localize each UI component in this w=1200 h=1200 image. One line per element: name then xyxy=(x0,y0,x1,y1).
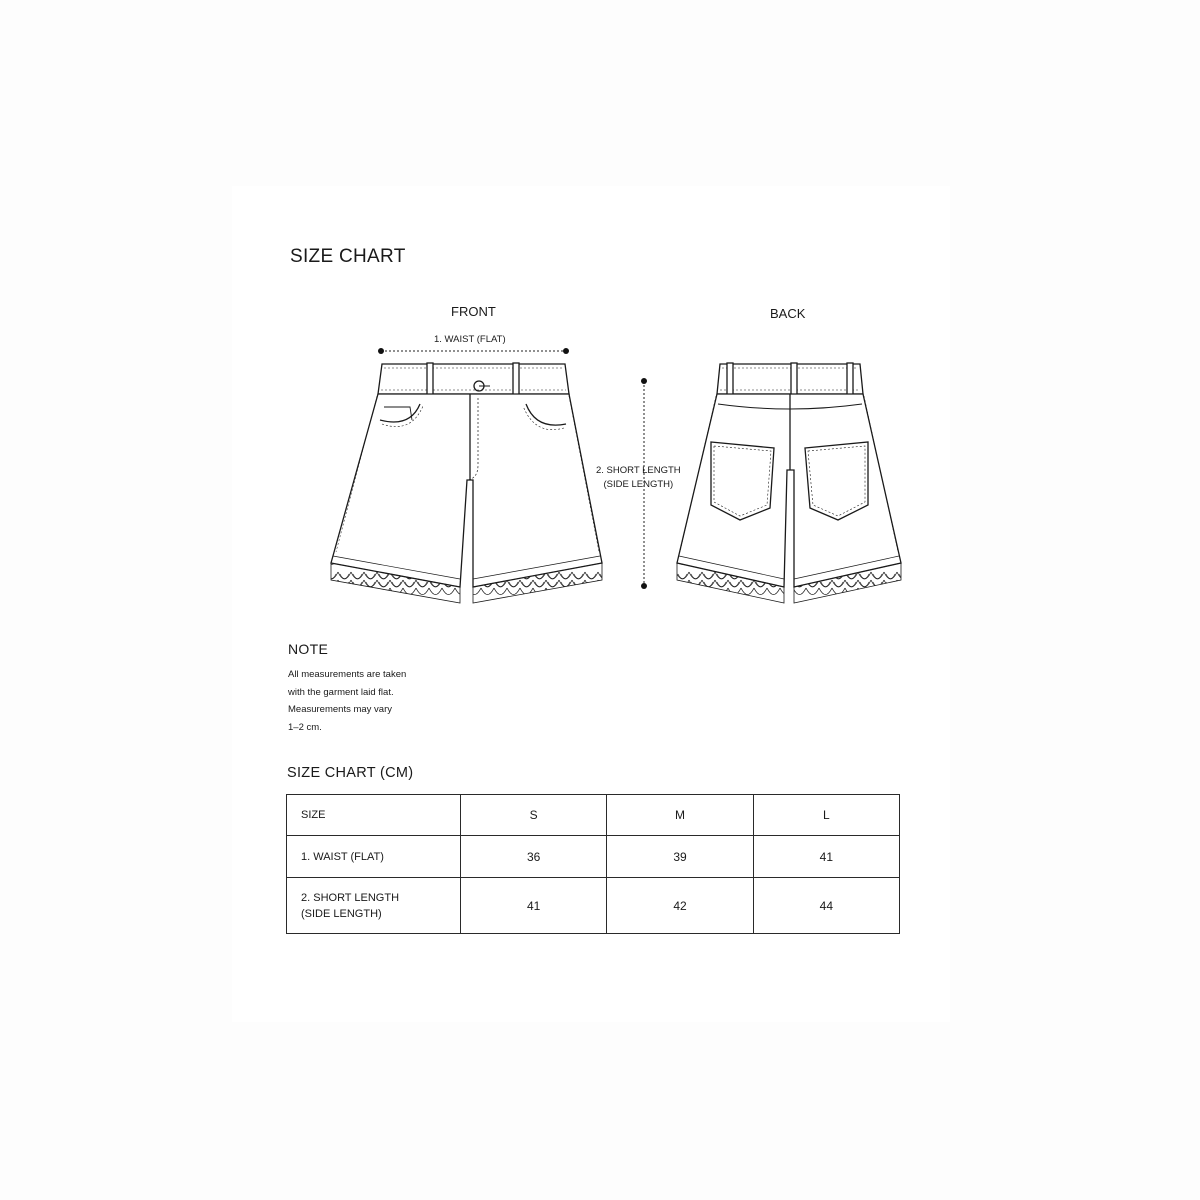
size-table xyxy=(286,794,900,934)
length-measure-line xyxy=(641,378,647,589)
table-cell: 41 xyxy=(753,836,899,878)
table-header-s: S xyxy=(461,795,607,836)
table-row xyxy=(287,836,900,878)
table-cell: 42 xyxy=(607,878,753,934)
table-header-l: L xyxy=(753,795,899,836)
table-row xyxy=(287,878,900,934)
table-cell: 36 xyxy=(461,836,607,878)
waist-measure-label: 1. WAIST (FLAT) xyxy=(434,334,506,345)
waist-measure-line xyxy=(378,348,569,354)
front-view-label: FRONT xyxy=(451,304,496,319)
page-title: SIZE CHART xyxy=(290,246,406,267)
back-view-label: BACK xyxy=(770,306,806,321)
front-shorts-drawing xyxy=(331,363,602,587)
table-header-m: M xyxy=(607,795,753,836)
note-title: NOTE xyxy=(288,641,329,657)
row-label-waist: 1. WAIST (FLAT) xyxy=(287,836,461,878)
table-cell: 39 xyxy=(607,836,753,878)
row-label-length: 2. SHORT LENGTH (SIDE LENGTH) xyxy=(287,878,461,934)
size-table-title: SIZE CHART (CM) xyxy=(287,765,414,781)
length-measure-label: 2. SHORT LENGTH (SIDE LENGTH) xyxy=(596,465,681,490)
back-shorts-drawing xyxy=(677,363,901,587)
note-text: All measurements are taken with the garment laid flat. Measurements may vary 1–2 cm. xyxy=(288,669,407,733)
table-cell: 41 xyxy=(461,878,607,934)
table-header-row xyxy=(287,795,900,836)
table-header-size: SIZE xyxy=(287,795,461,836)
table-cell: 44 xyxy=(753,878,899,934)
